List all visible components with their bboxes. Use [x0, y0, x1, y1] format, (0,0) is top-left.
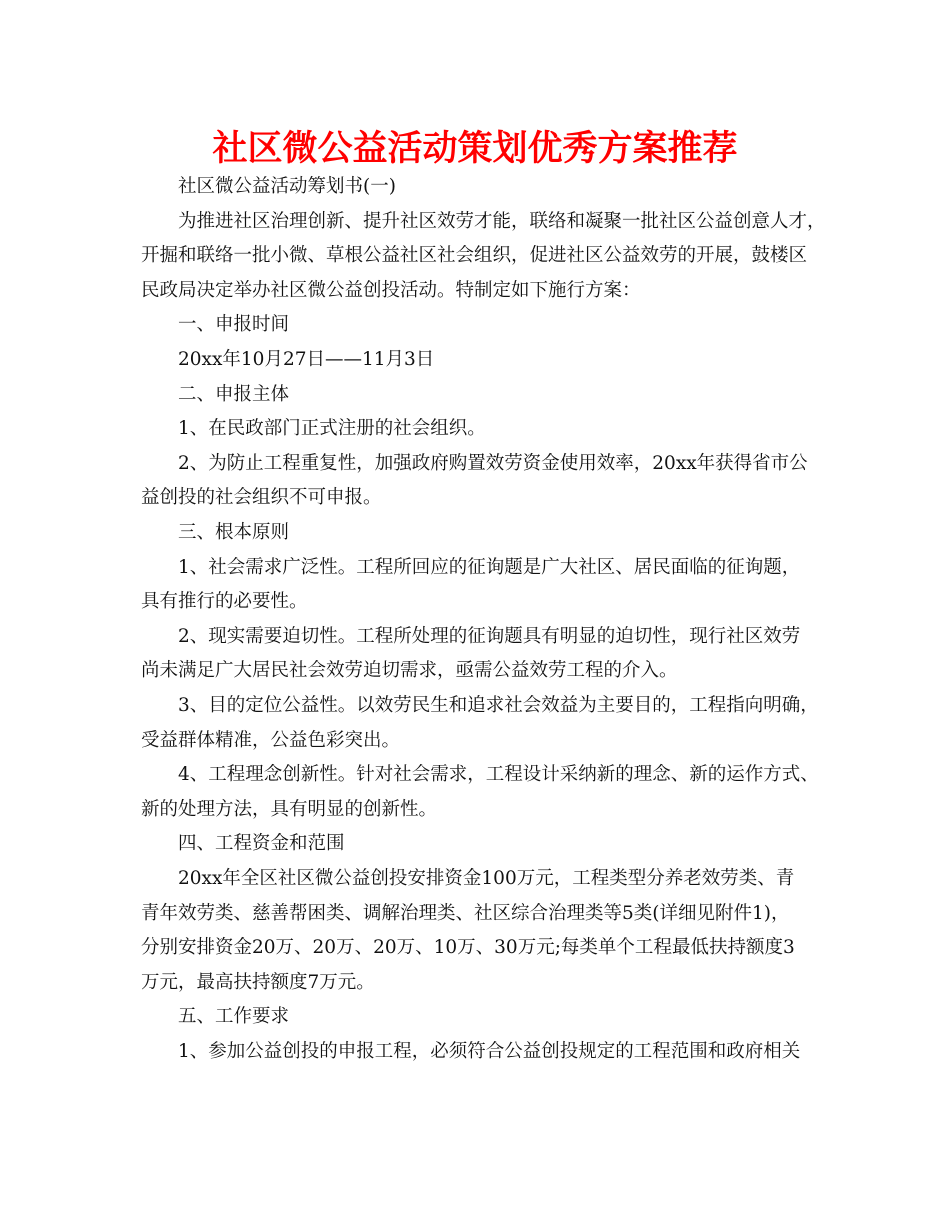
text-line: 具有推行的必要性。: [141, 591, 308, 613]
text-line: 四、工程资金和范围: [178, 833, 345, 855]
text-line: 益创投的社会组织不可申报。: [141, 487, 382, 509]
text-line: 1、在民政部门正式注册的社会组织。: [178, 418, 486, 440]
text-line: 民政局决定举办社区微公益创投活动。特制定如下施行方案：: [141, 279, 641, 301]
text-line: 1、社会需求广泛性。工程所回应的征询题是广大社区、居民面临的征询题，: [178, 556, 801, 578]
text-line: 为推进社区治理创新、提升社区效劳才能，联络和凝聚一批社区公益创意人才，: [178, 210, 826, 232]
text-line: 一、申报时间: [178, 314, 290, 336]
text-line: 新的处理方法，具有明显的创新性。: [141, 798, 438, 820]
text-line: 青年效劳类、慈善帮困类、调解治理类、社区综合治理类等5类(详细见附件1)，: [141, 902, 790, 924]
document-title: 社区微公益活动策划优秀方案推荐: [212, 129, 738, 169]
text-line: 3、目的定位公益性。以效劳民生和追求社会效益为主要目的，工程指向明确，: [178, 695, 819, 716]
text-line: 五、工作要求: [178, 1006, 290, 1028]
text-line: 1、参加公益创投的申报工程，必须符合公益创投规定的工程范围和政府相关: [178, 1041, 801, 1062]
text-line: 20xx年10月27日——11月3日: [178, 349, 435, 370]
text-line: 分别安排资金20万、20万、20万、10万、30万元;每类单个工程最低扶持额度3: [141, 937, 795, 959]
text-line: 受益群体精准，公益色彩突出。: [141, 729, 401, 751]
text-line: 2、现实需要迫切性。工程所处理的征询题具有明显的迫切性，现行社区效劳: [178, 625, 801, 647]
text-line: 2、为防止工程重复性，加强政府购置效劳资金使用效率，20xx年获得省市公: [178, 452, 808, 474]
text-line: 二、申报主体: [178, 383, 290, 405]
text-line: 开掘和联络一批小微、草根公益社区社会组织，促进社区公益效劳的开展，鼓楼区: [141, 245, 808, 267]
text-line: 社区微公益活动筹划书(一): [178, 176, 396, 197]
text-line: 4、工程理念创新性。针对社会需求，工程设计采纳新的理念、新的运作方式、: [178, 764, 819, 786]
text-line: 20xx年全区社区微公益创投安排资金100万元，工程类型分养老效劳类、青: [178, 868, 795, 889]
text-line: 尚未满足广大居民社会效劳迫切需求，亟需公益效劳工程的介入。: [141, 660, 678, 682]
text-line: 万元，最高扶持额度7万元。: [141, 971, 375, 993]
text-line: 三、根本原则: [178, 522, 290, 543]
